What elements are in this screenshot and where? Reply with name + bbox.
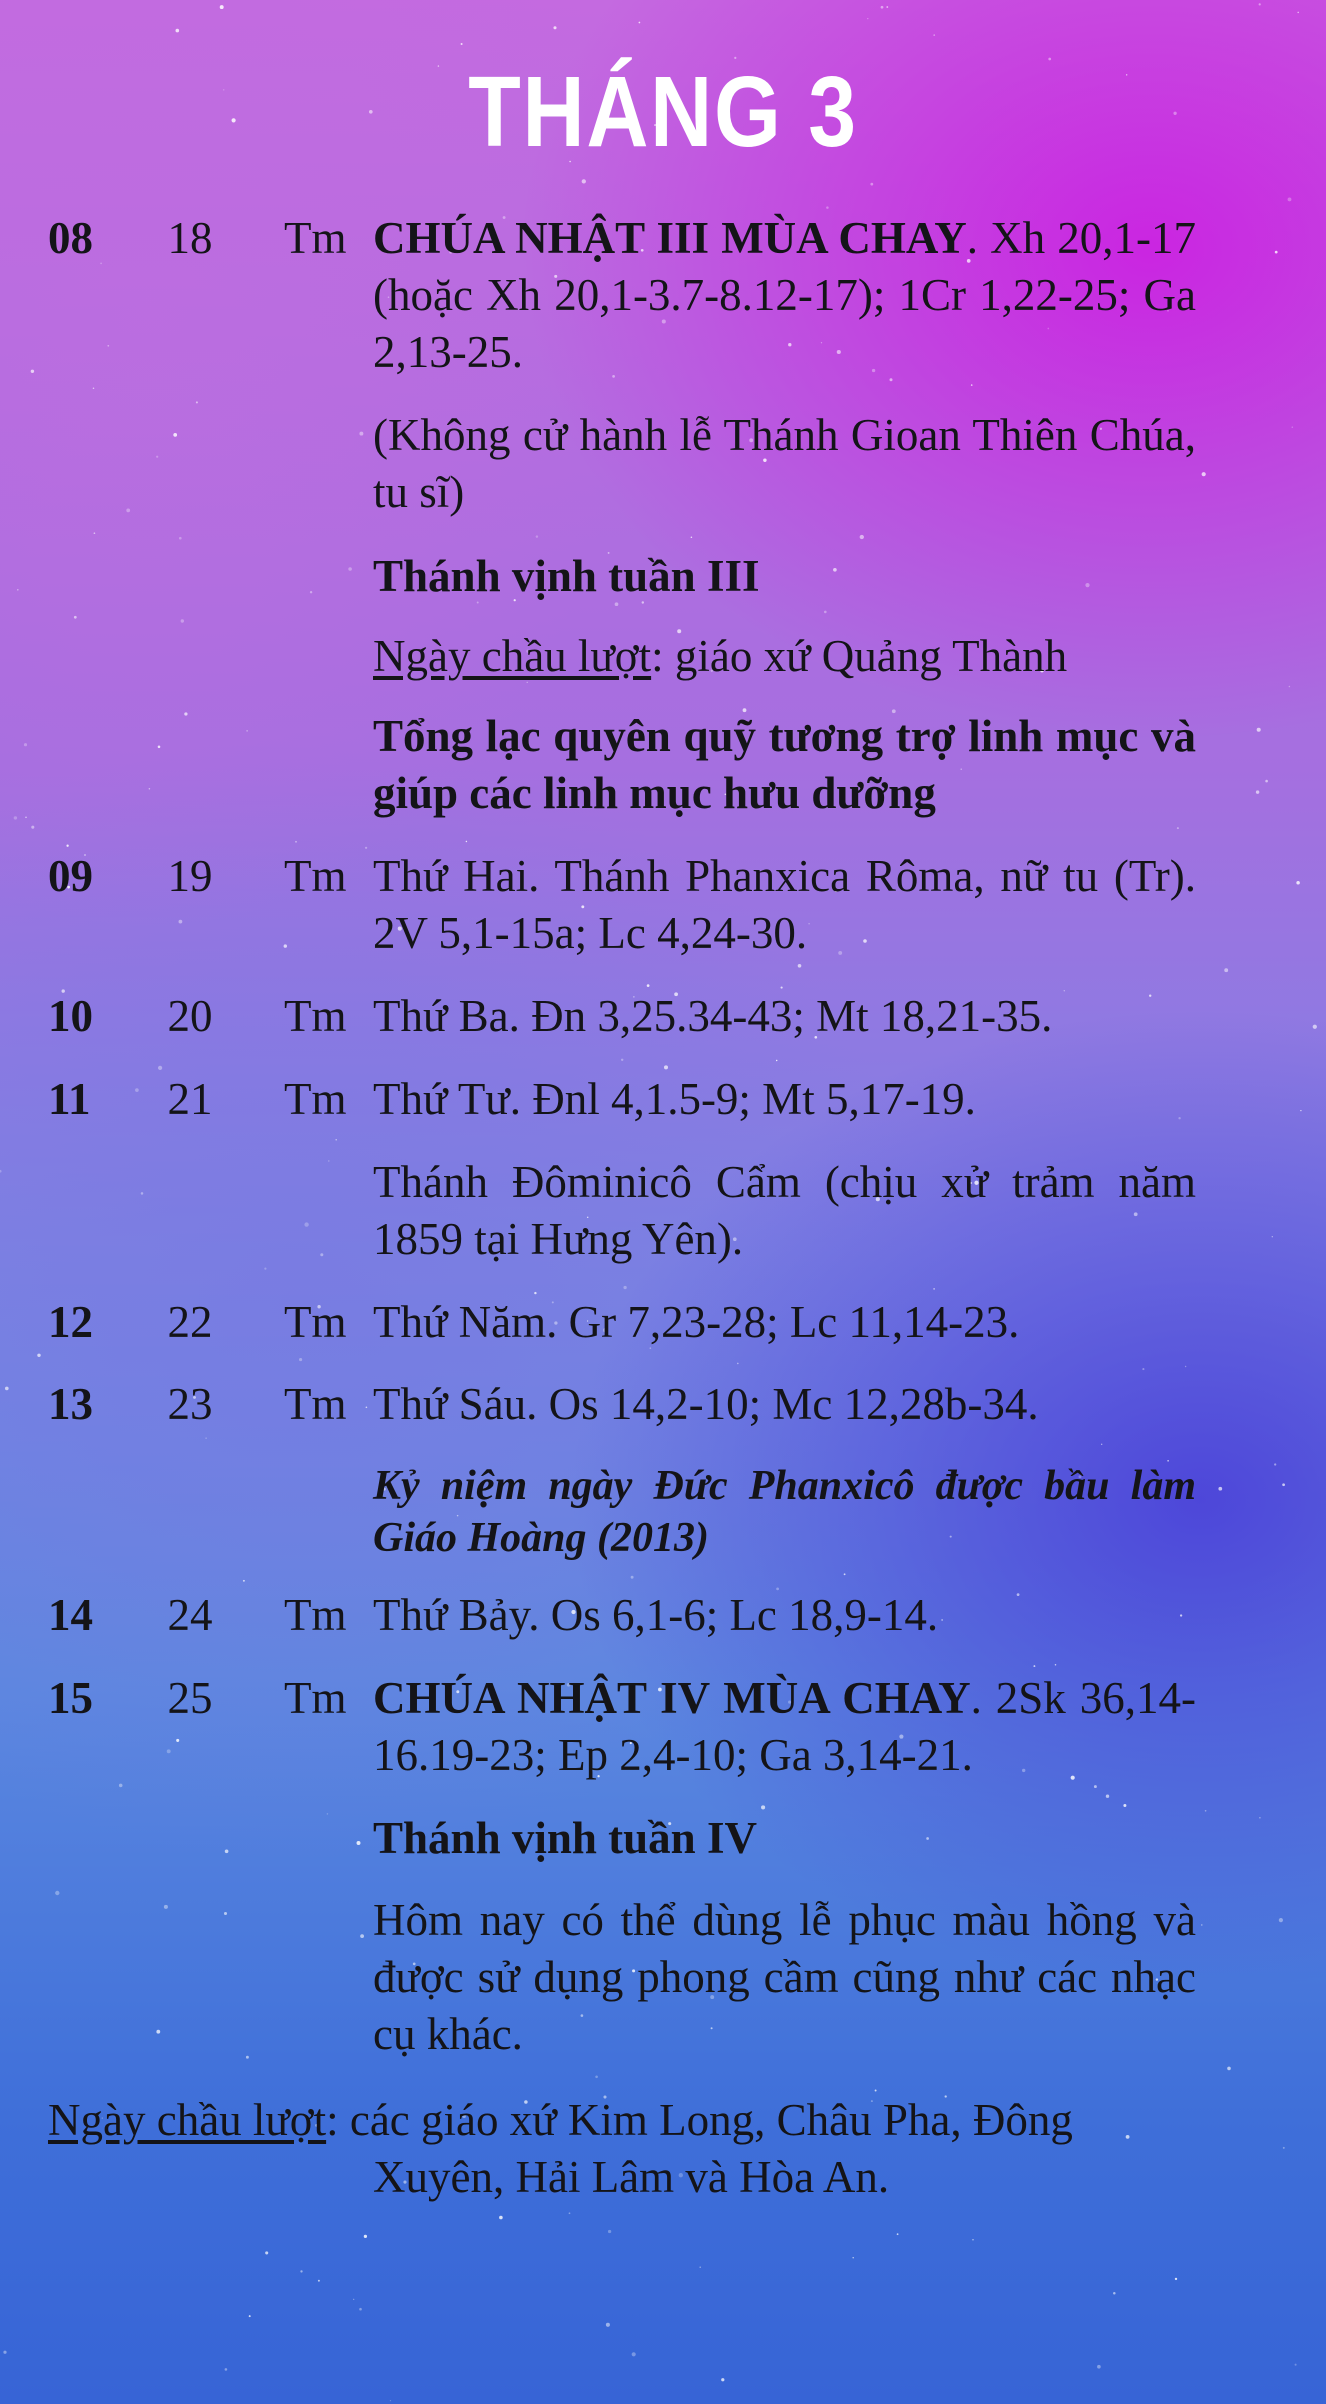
readings: . 2Sk 36,14-16.19-23; Ep 2,4-10; Ga 3,14-21. [373,1673,1196,1780]
star-dot [158,1066,162,1070]
star-dot [5,1387,9,1391]
star-dot [1300,1110,1301,1111]
adoration-label: Ngày chầu lượt [373,631,652,681]
readings: . Xh 20,1-17 (hoặc Xh 20,1-3.7-8.12-17); 1Cr 1,22-25; Ga 2,13-25. [373,213,1196,377]
liturgical-color: Tm [284,1074,347,1124]
lunar-day: 24 [167,1590,213,1640]
star-dot [664,1065,668,1069]
star-dot [1177,827,1179,829]
day-number: 12 [48,1297,93,1347]
star-dot [179,537,182,540]
star-dot [1289,686,1291,688]
star-dot [886,6,888,8]
star-dot [246,2056,249,2059]
entry-text [373,1670,1196,1784]
star-dot [1097,2365,1101,2369]
star-dot [721,2378,724,2381]
star-dot [3,2351,6,2354]
star-dot [156,2030,160,2034]
day-number: 09 [48,851,93,901]
star-dot [860,535,864,539]
liturgical-color: Tm [284,991,347,1041]
star-dot [881,6,884,9]
star-dot [249,2315,251,2317]
star-dot [55,1891,59,1895]
star-dot [100,263,102,265]
star-dot [295,841,297,843]
star-dot [1227,2067,1231,2071]
star-dot [1259,1817,1261,1819]
lunar-day: 21 [167,1074,213,1124]
star-dot [158,746,161,749]
day-number: 08 [48,213,93,263]
star-dot [569,2212,571,2214]
star-dot [1033,1665,1035,1667]
star-dot [0,1170,2,1173]
adoration-line [373,628,1196,685]
star-dot [737,1363,739,1365]
star-dot [167,1749,171,1753]
star-dot [1202,472,1206,476]
star-dot [582,179,586,183]
note-text: Hôm nay có thể dùng lễ phục màu hồng và được sử dụng phong cầm cũng như các nhạc cụ khác. [373,1895,1196,2059]
star-dot [304,1222,308,1226]
star-dot [328,1160,329,1161]
star-dot [141,1192,144,1195]
entry-text: Thứ Tư. Đnl 4,1.5-9; Mt 5,17-19. [373,1074,976,1124]
day-number: 10 [48,991,93,1041]
star-dot [1283,2147,1285,2149]
star-dot [1279,1918,1283,1922]
star-dot [184,712,187,715]
star-dot [1272,1236,1273,1237]
star-dot [499,2216,503,2220]
day-number: 13 [48,1379,93,1429]
lunar-day: 25 [167,1673,213,1723]
star-dot [225,2368,228,2371]
star-dot [647,984,650,987]
star-dot [14,816,17,819]
lunar-day: 18 [167,213,213,263]
star-dot [897,2233,899,2235]
star-dot [933,34,935,36]
star-dot [357,1841,361,1845]
star-dot [1205,1810,1207,1812]
star-dot [205,1437,207,1439]
star-dot [972,2239,973,2240]
star-dot [348,567,352,571]
liturgical-color: Tm [284,1379,347,1429]
star-dot [1275,251,1278,254]
day-number: 11 [48,1074,91,1124]
star-dot [66,845,68,847]
star-dot [1274,1463,1276,1465]
star-dot [691,537,693,539]
star-dot [1201,1924,1202,1925]
star-dot [1224,968,1228,972]
star-dot [31,826,34,829]
star-dot [1175,2278,1177,2280]
footer-adoration-line2: Xuyên, Hải Lâm và Hòa An. [373,2152,890,2202]
star-dot [220,5,224,9]
star-dot [844,1573,846,1575]
day-number: 15 [48,1673,93,1723]
footer-adoration-line1: : các giáo xứ Kim Long, Châu Pha, Đông [326,2095,1073,2145]
entry-text: Thứ Sáu. Os 14,2-10; Mc 12,28b-34. [373,1379,1039,1429]
star-dot [264,1268,266,1270]
star-dot [119,1784,123,1788]
liturgical-color: Tm [284,213,347,263]
note-text: (Không cử hành lễ Thánh Gioan Thiên Chúa, tu sĩ) [373,410,1196,517]
star-dot [359,2308,362,2311]
star-dot [639,22,641,24]
star-dot [365,847,367,849]
star-dot [623,1286,626,1289]
feast-heading: CHÚA NHẬT III MÙA CHAY [373,213,967,263]
lunar-day: 22 [167,1297,213,1347]
star-dot [1256,790,1259,793]
star-dot [181,619,184,622]
star-dot [1123,1804,1126,1807]
star-dot [1257,728,1261,732]
star-dot [173,433,177,437]
star-dot [699,2266,700,2267]
star-dot [353,2299,354,2300]
star-dot [364,2235,367,2238]
star-dot [179,920,183,924]
star-dot [971,384,973,386]
star-dot [1292,426,1294,428]
entry-text [373,210,1196,381]
entry-text: Thứ Ba. Đn 3,25.34-43; Mt 18,21-35. [373,991,1053,1041]
star-dot [93,387,95,389]
star-dot [1295,2364,1297,2366]
star-dot [24,743,27,746]
star-dot [870,183,873,186]
star-dot [632,2352,636,2356]
star-dot [1265,780,1268,783]
star-dot [107,345,109,347]
star-dot [1048,58,1051,61]
star-dot [1296,881,1300,885]
star-dot [1259,3,1261,5]
star-dot [824,611,827,614]
star-dot [1297,12,1299,14]
star-dot [1288,197,1292,201]
star-dot [156,456,158,458]
lunar-day: 23 [167,1379,213,1429]
star-dot [300,2270,302,2272]
adoration-parish: : giáo xứ Quảng Thành [651,631,1068,681]
lunar-day: 19 [167,851,213,901]
note-text: Thánh Đôminicô Cẩm (chịu xử trảm năm 1859 tại Hưng Yên). [373,1157,1196,1264]
entry-text: Thứ Năm. Gr 7,23-28; Lc 11,14-23. [373,1297,1020,1347]
star-dot [1218,1487,1222,1491]
star-dot [826,206,829,209]
star-dot [867,18,868,19]
anniversary-note: Kỷ niệm ngày Đức Phanxicô được bầu làm Giáo Hoàng (2013) [373,1463,1196,1561]
star-dot [1101,1444,1102,1445]
star-dot [366,1406,368,1408]
star-dot [608,2230,611,2233]
star-dot [359,432,363,436]
star-dot [798,964,802,968]
star-dot [1142,1368,1144,1370]
liturgical-color: Tm [284,1673,347,1723]
entry-text: Thứ Hai. Thánh Phanxica Rôma, nữ tu (Tr). 2V 5,1-15a; Lc 4,24-30. [373,851,1196,958]
star-dot [327,1813,329,1815]
collection-notice: Tổng lạc quyên quỹ tương trợ linh mục và giúp các linh mục hưu dưỡng [373,711,1196,818]
star-dot [17,589,19,591]
star-dot [1313,1025,1317,1029]
star-dot [852,2257,853,2258]
star-dot [243,1580,245,1582]
page-title: THÁNG 3 [468,56,858,168]
star-dot [621,1059,623,1061]
star-dot [25,816,27,818]
entry-text: Thứ Bảy. Os 6,1-6; Lc 18,9-14. [373,1590,939,1640]
star-dot [284,944,287,947]
liturgical-color: Tm [284,1297,347,1347]
star-dot [135,1088,139,1092]
star-dot [1185,1366,1186,1367]
star-dot [1106,1795,1109,1798]
star-dot [94,532,96,534]
star-dot [265,2251,268,2254]
star-dot [390,2400,391,2401]
star-dot [176,29,180,33]
star-dot [164,1905,168,1909]
star-dot [37,1354,40,1357]
star-dot [466,841,467,842]
star-dot [595,2075,598,2078]
star-dot [1113,2292,1116,2295]
star-dot [461,43,463,45]
footer-adoration-label: Ngày chầu lượt [48,2095,327,2145]
star-dot [225,1849,229,1853]
star-dot [310,591,312,593]
star-dot [176,1739,179,1742]
star-dot [761,1805,765,1809]
star-dot [1282,1483,1285,1486]
star-dot [246,730,247,731]
star-dot [1094,1785,1097,1788]
star-dot [299,1358,302,1361]
star-dot [360,1934,364,1938]
star-dot [335,1139,337,1141]
star-dot [1055,1664,1057,1666]
star-dot [318,2280,320,2282]
footer-adoration [48,2092,1196,2206]
lunar-day: 20 [167,991,213,1041]
star-dot [31,370,34,373]
star-dot [149,788,151,790]
star-dot [553,26,556,29]
star-dot [196,401,198,403]
star-dot [126,509,130,513]
star-dot [74,616,77,619]
star-dot [320,1253,323,1256]
star-dot [606,2323,610,2327]
star-dot [776,1060,777,1061]
psalter-week: Thánh vịnh tuần IV [373,1813,757,1863]
day-number: 14 [48,1590,93,1640]
star-dot [536,535,538,537]
liturgical-color: Tm [284,851,347,901]
star-dot [933,1288,935,1290]
liturgical-color: Tm [284,1590,347,1640]
psalter-week: Thánh vịnh tuần III [373,551,760,601]
star-dot [224,1912,227,1915]
star-dot [631,1576,634,1579]
feast-heading: CHÚA NHẬT IV MÙA CHAY [373,1673,971,1723]
